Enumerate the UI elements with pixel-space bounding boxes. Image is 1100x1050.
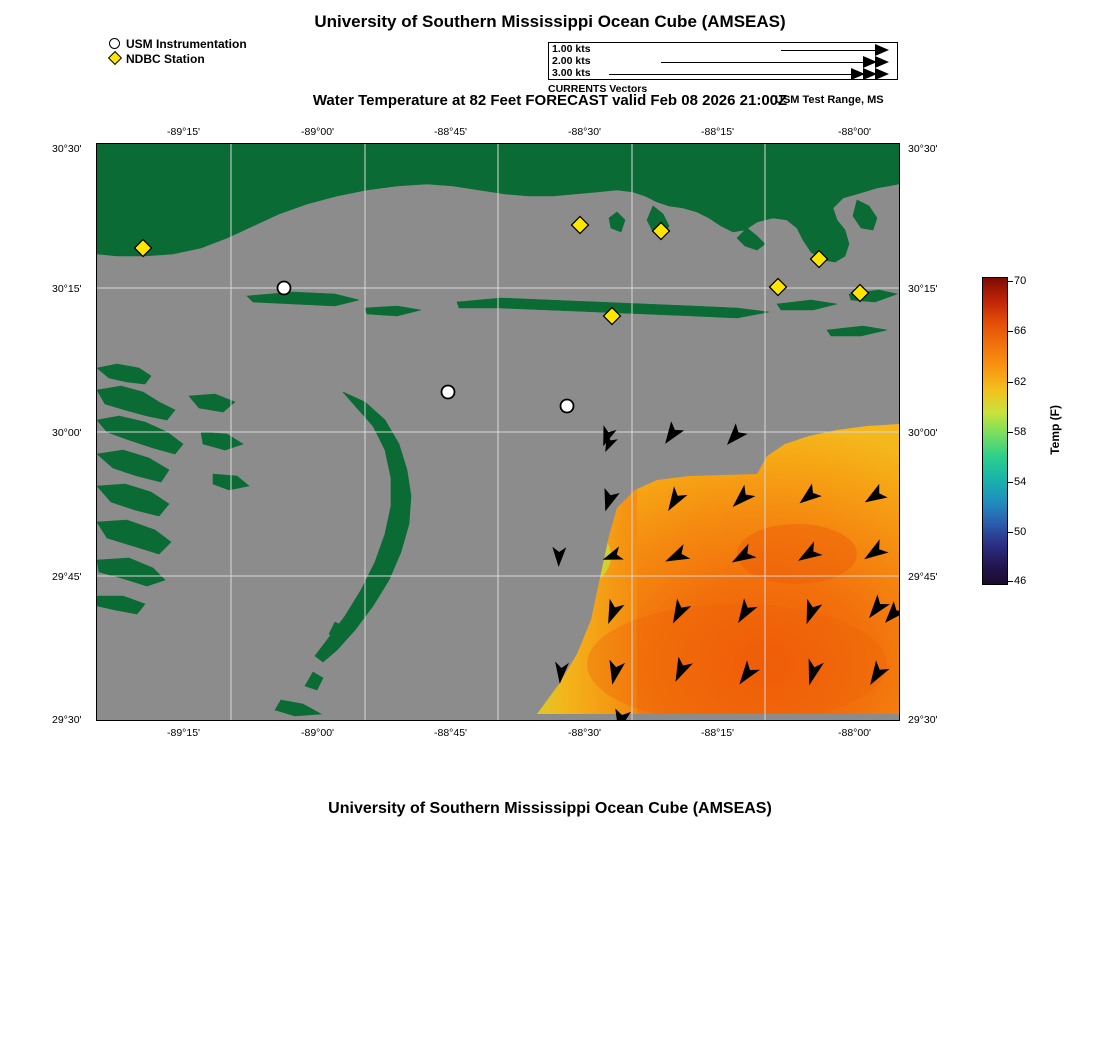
ytick-right-3: 29°45' — [908, 571, 938, 583]
currents-vector-legend — [548, 42, 898, 80]
colorbar-tick-62: 62 — [1014, 376, 1027, 388]
legend-item-ndbc — [108, 51, 247, 66]
ytick-left-1: 30°15' — [52, 283, 82, 295]
ytick-left-4: 29°30' — [52, 714, 82, 726]
ytick-right-4: 29°30' — [908, 714, 938, 726]
xtick-bottom-3: -88°30' — [568, 727, 602, 739]
vector-scale-2-label: 2.00 kts — [552, 55, 591, 67]
footer-title: University of Southern Mississippi Ocean Cube (AMSEAS) — [328, 800, 772, 817]
map-subtitle: Water Temperature at 82 Feet FORECAST valid Feb 08 2026 21:00Z — [312, 92, 788, 109]
page-title: University of Southern Mississippi Ocean Cube (AMSEAS) — [314, 12, 786, 31]
ytick-right-0: 30°30' — [908, 143, 938, 155]
xtick-bottom-4: -88°15' — [701, 727, 735, 739]
colorbar-tick-66: 66 — [1014, 325, 1027, 337]
station-legend — [108, 36, 247, 66]
xtick-bottom-2: -88°45' — [434, 727, 468, 739]
vector-scale-2 — [549, 56, 899, 68]
colorbar-tick-70: 70 — [1014, 275, 1027, 287]
ytick-left-3: 29°45' — [52, 571, 82, 583]
xtick-bottom-0: -89°15' — [167, 727, 201, 739]
xtick-top-3: -88°30' — [568, 126, 602, 138]
legend-item-ndbc-label: NDBC Station — [126, 51, 205, 66]
vector-scale-3 — [549, 68, 899, 80]
colorbar-gradient — [982, 277, 1008, 585]
colorbar-tick-54: 54 — [1014, 476, 1027, 488]
xtick-top-1: -89°00' — [301, 126, 335, 138]
colorbar-tick-50: 50 — [1014, 526, 1027, 538]
colorbar-tick-46: 46 — [1014, 575, 1027, 587]
range-label: USM Test Range, MS — [775, 94, 884, 106]
ytick-right-1: 30°15' — [908, 283, 938, 295]
map-graphics — [97, 144, 899, 720]
legend-item-usm — [108, 36, 247, 51]
vector-scale-3-label: 3.00 kts — [552, 67, 591, 79]
circle-marker-icon — [108, 36, 126, 51]
colorbar-tick-58: 58 — [1014, 426, 1027, 438]
ytick-right-2: 30°00' — [908, 427, 938, 439]
vector-scale-1-label: 1.00 kts — [552, 43, 591, 55]
xtick-top-2: -88°45' — [434, 126, 468, 138]
diamond-marker-icon — [108, 51, 126, 66]
xtick-top-0: -89°15' — [167, 126, 201, 138]
ytick-left-2: 30°00' — [52, 427, 82, 439]
colorbar-title: Temp (F) — [1048, 405, 1062, 455]
xtick-top-5: -88°00' — [838, 126, 872, 138]
currents-legend-caption: CURRENTS Vectors — [548, 83, 648, 95]
vector-scale-1 — [549, 44, 899, 56]
ytick-left-0: 30°30' — [52, 143, 82, 155]
xtick-bottom-1: -89°00' — [301, 727, 335, 739]
legend-item-usm-label: USM Instrumentation — [126, 36, 247, 51]
map-canvas[interactable] — [96, 143, 900, 721]
xtick-bottom-5: -88°00' — [838, 727, 872, 739]
xtick-top-4: -88°15' — [701, 126, 735, 138]
